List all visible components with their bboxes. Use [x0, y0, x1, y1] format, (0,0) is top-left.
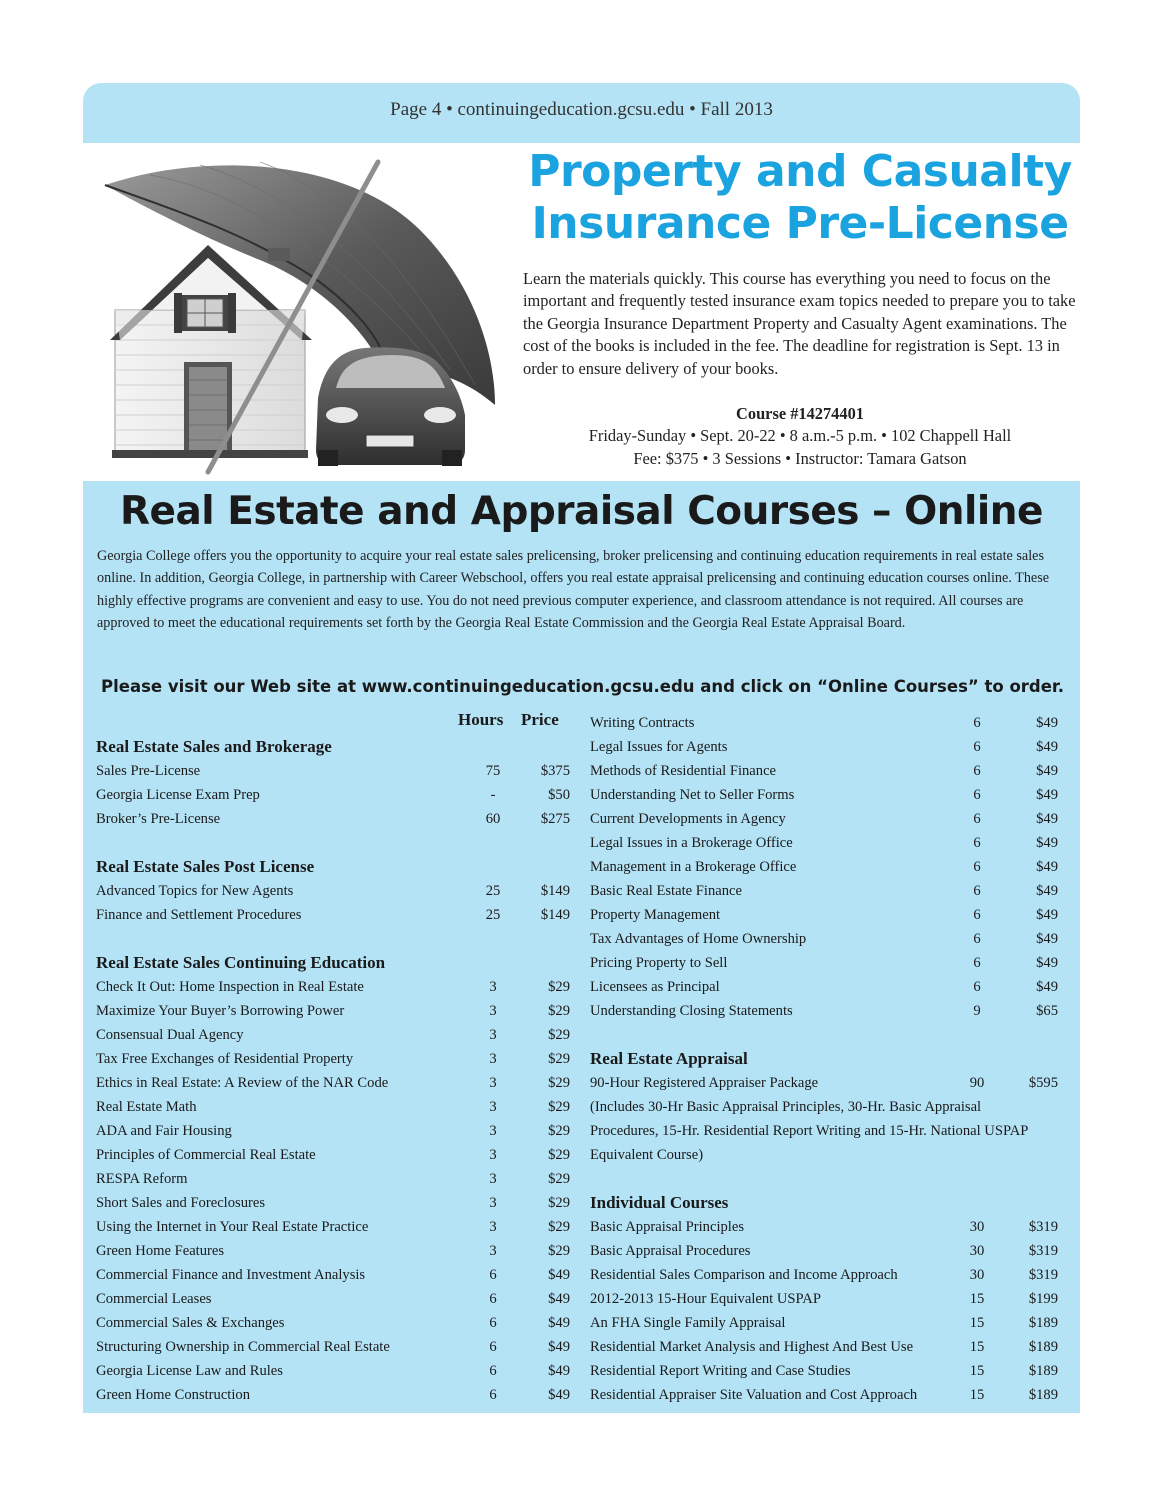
course-price: $189 [1028, 1363, 1058, 1379]
course-price: $29 [548, 1243, 570, 1259]
course-name: Commercial Leases [96, 1291, 212, 1307]
course-price: $29 [548, 979, 570, 995]
course-price: $49 [1036, 955, 1058, 971]
course-price: $49 [1036, 883, 1058, 899]
course-name: Basic Real Estate Finance [590, 883, 742, 899]
course-name: Advanced Topics for New Agents [96, 883, 294, 899]
course-schedule: Friday-Sunday • Sept. 20-22 • 8 a.m.-5 p.m. • 102 Chappell Hall [588, 426, 1012, 446]
course-price: $49 [548, 1363, 570, 1379]
course-price: $149 [540, 883, 570, 899]
section-heading: Real Estate Sales Continuing Education [96, 953, 386, 972]
course-hours: 6 [973, 715, 981, 731]
course-number: Course #14274401 [736, 404, 864, 423]
course-hours: 6 [973, 787, 981, 803]
insurance-course-info [520, 403, 1080, 470]
course-price: $29 [548, 1051, 570, 1067]
course-name: An FHA Single Family Appraisal [590, 1315, 786, 1331]
course-name: 90-Hour Registered Appraiser Package [590, 1075, 819, 1091]
course-price: $49 [1036, 787, 1058, 803]
course-name: Using the Internet in Your Real Estate Practice [96, 1219, 369, 1235]
title-line-2: Insurance Pre-License [531, 198, 1069, 249]
course-name: Residential Report Writing and Case Studies [590, 1363, 851, 1379]
course-hours: 15 [969, 1315, 985, 1331]
course-name: Property Management [590, 907, 721, 923]
course-hours: 60 [485, 811, 501, 827]
course-name: Procedures, 15-Hr. Residential Report Writing and 15-Hr. National USPAP [590, 1123, 1029, 1139]
course-name: Finance and Settlement Procedures [96, 907, 302, 923]
course-name: Green Home Construction [96, 1387, 251, 1403]
section-heading: Individual Courses [590, 1193, 729, 1212]
real-estate-section [83, 481, 1080, 1413]
course-price: $49 [548, 1267, 570, 1283]
website-visit-note: Please visit our Web site at www.continuingeducation.gcsu.edu and click on “Online Courses” to order. [101, 677, 1064, 696]
course-name: ADA and Fair Housing [96, 1123, 232, 1139]
course-name: Ethics in Real Estate: A Review of the NAR Code [96, 1075, 389, 1091]
course-name: Georgia License Law and Rules [96, 1363, 283, 1379]
course-hours: 15 [969, 1387, 985, 1403]
course-hours: 6 [973, 835, 981, 851]
course-price: $49 [1036, 931, 1058, 947]
course-hours: 90 [969, 1075, 985, 1091]
course-hours: 3 [489, 1003, 497, 1019]
header-band [83, 83, 1080, 143]
course-price: $29 [548, 1219, 570, 1235]
course-name: Management in a Brokerage Office [590, 859, 797, 875]
course-price: $29 [548, 1099, 570, 1115]
course-hours: 30 [969, 1267, 985, 1283]
course-name: Current Developments in Agency [590, 811, 786, 827]
course-price: $189 [1028, 1387, 1058, 1403]
course-hours: 6 [489, 1267, 497, 1283]
course-hours: 3 [489, 1099, 497, 1115]
course-name: Methods of Residential Finance [590, 763, 777, 779]
course-hours: 6 [973, 763, 981, 779]
course-name: Basic Appraisal Procedures [590, 1243, 751, 1259]
course-price: $49 [1036, 907, 1058, 923]
course-hours: 25 [485, 883, 501, 899]
course-hours: 6 [489, 1387, 497, 1403]
course-name: Basic Appraisal Principles [590, 1219, 745, 1235]
course-price: $65 [1036, 1003, 1058, 1019]
course-name: Check It Out: Home Inspection in Real Estate [96, 979, 364, 995]
course-hours: 6 [973, 979, 981, 995]
course-name: Pricing Property to Sell [590, 955, 728, 971]
course-price: $49 [548, 1339, 570, 1355]
course-fee: Fee: $375 • 3 Sessions • Instructor: Tamara Gatson [633, 448, 967, 468]
real-estate-intro: Georgia College offers you the opportunity to acquire your real estate sales prelicensing, broker prelicensing and continuing education requirements in real estate sales online. In addition, Georgia College, in partnership with Career Webschool, offers you real estate appraisal prelicensing and continuing education courses online. These highly effective programs are convenient and easy to use. You do not need previous computer experience, and classroom attendance is not required. All courses are approved to meet the educational requirements set forth by the Georgia Real Estate Commission and the Georgia Real Estate Appraisal Board. [97, 548, 1050, 631]
course-price: $49 [1036, 763, 1058, 779]
course-name: Commercial Sales & Exchanges [96, 1315, 285, 1331]
course-price: $375 [540, 763, 570, 779]
course-hours: 6 [973, 859, 981, 875]
course-hours: 3 [489, 1123, 497, 1139]
course-price: $149 [540, 907, 570, 923]
course-price: $49 [1036, 739, 1058, 755]
course-name: Licensees as Principal [590, 979, 720, 995]
course-hours: 25 [485, 907, 501, 923]
course-name: Understanding Closing Statements [590, 1003, 793, 1019]
course-hours: 15 [969, 1291, 985, 1307]
course-price: $29 [548, 1171, 570, 1187]
course-hours: 15 [969, 1363, 985, 1379]
section-heading: Real Estate Appraisal [590, 1049, 748, 1068]
course-name: Residential Sales Comparison and Income Approach [590, 1267, 898, 1283]
course-price: $49 [1036, 835, 1058, 851]
course-name: Tax Free Exchanges of Residential Property [96, 1051, 354, 1067]
course-price: $49 [548, 1387, 570, 1403]
course-hours: 3 [489, 1147, 497, 1163]
course-price: $275 [540, 811, 570, 827]
course-name: Writing Contracts [590, 715, 695, 731]
course-hours: 6 [489, 1339, 497, 1355]
course-name: Sales Pre-License [96, 763, 201, 779]
course-name: (Includes 30-Hr Basic Appraisal Principles, 30-Hr. Basic Appraisal [590, 1099, 982, 1115]
insurance-course-title [520, 146, 1080, 250]
course-hours: 3 [489, 1195, 497, 1211]
course-name: Broker’s Pre-License [96, 811, 221, 827]
real-estate-title: Real Estate and Appraisal Courses – Online [119, 489, 1044, 534]
course-price: $49 [1036, 811, 1058, 827]
course-price: $319 [1028, 1243, 1058, 1259]
course-price: $189 [1028, 1315, 1058, 1331]
course-hours: 6 [489, 1291, 497, 1307]
course-hours: 3 [489, 979, 497, 995]
course-name: Residential Appraiser Site Valuation and Cost Approach [590, 1387, 918, 1403]
course-hours: 3 [489, 1051, 497, 1067]
course-price: $29 [548, 1075, 570, 1091]
course-name: Legal Issues for Agents [590, 739, 728, 755]
course-name: Real Estate Math [96, 1099, 197, 1115]
course-price: $29 [548, 1003, 570, 1019]
insurance-course-description: Learn the materials quickly. This course has everything you need to focus on the important and frequently tested insurance exam topics needed to prepare you to take the Georgia Insurance Department Property and Casualty Agent examinations. The cost of the books is included in the fee. The deadline for registration is Sept. 13 in order to ensure delivery of your books. [523, 269, 1076, 378]
course-name: 2012-2013 15-Hour Equivalent USPAP [590, 1291, 821, 1307]
course-hours: 75 [485, 763, 501, 779]
course-price: $49 [548, 1291, 570, 1307]
page-header: Page 4 • continuingeducation.gcsu.edu • Fall 2013 [390, 99, 773, 120]
course-hours: 6 [973, 883, 981, 899]
course-name: Equivalent Course) [590, 1147, 704, 1163]
course-hours: 9 [973, 1003, 981, 1019]
course-hours: 3 [489, 1027, 497, 1043]
course-price: $50 [548, 787, 570, 803]
house-umbrella-car-illustration [90, 150, 510, 480]
course-hours: 3 [489, 1075, 497, 1091]
course-name: RESPA Reform [96, 1171, 188, 1187]
course-price: $29 [548, 1123, 570, 1139]
course-price: $319 [1028, 1219, 1058, 1235]
hours-column-header: Hours [458, 710, 504, 729]
course-price: $29 [548, 1195, 570, 1211]
course-hours: 30 [969, 1219, 985, 1235]
section-heading: Real Estate Sales and Brokerage [96, 737, 332, 756]
course-price: $319 [1028, 1267, 1058, 1283]
course-price: $199 [1028, 1291, 1058, 1307]
course-name: Short Sales and Foreclosures [96, 1195, 266, 1211]
course-hours: 3 [489, 1243, 497, 1259]
course-name: Commercial Finance and Investment Analysis [96, 1267, 366, 1283]
course-price: $29 [548, 1147, 570, 1163]
course-hours: 6 [973, 955, 981, 971]
course-price: $49 [1036, 859, 1058, 875]
course-price: $49 [1036, 715, 1058, 731]
course-hours: 6 [973, 739, 981, 755]
course-price: $49 [548, 1315, 570, 1331]
course-hours: 6 [973, 811, 981, 827]
course-hours: 30 [969, 1243, 985, 1259]
course-price: $595 [1028, 1075, 1058, 1091]
course-price: $29 [548, 1027, 570, 1043]
course-name: Consensual Dual Agency [96, 1027, 244, 1043]
course-name: Structuring Ownership in Commercial Real Estate [96, 1339, 390, 1355]
course-hours: 6 [973, 931, 981, 947]
course-price: $49 [1036, 979, 1058, 995]
course-name: Maximize Your Buyer’s Borrowing Power [96, 1003, 345, 1019]
title-line-1: Property and Casualty [528, 146, 1072, 197]
course-hours: 3 [489, 1171, 497, 1187]
course-name: Georgia License Exam Prep [96, 787, 260, 803]
section-heading: Real Estate Sales Post License [96, 857, 315, 876]
course-name: Residential Market Analysis and Highest And Best Use [590, 1339, 914, 1355]
course-hours: 15 [969, 1339, 985, 1355]
course-price: $189 [1028, 1339, 1058, 1355]
course-hours: 6 [973, 907, 981, 923]
price-column-header: Price [521, 710, 559, 729]
course-hours: 6 [489, 1315, 497, 1331]
course-hours: 6 [489, 1363, 497, 1379]
course-name: Principles of Commercial Real Estate [96, 1147, 316, 1163]
course-name: Tax Advantages of Home Ownership [590, 931, 807, 947]
course-hours: - [490, 787, 496, 803]
course-name: Green Home Features [96, 1243, 225, 1259]
course-name: Legal Issues in a Brokerage Office [590, 835, 793, 851]
course-hours: 3 [489, 1219, 497, 1235]
course-name: Understanding Net to Seller Forms [590, 787, 795, 803]
